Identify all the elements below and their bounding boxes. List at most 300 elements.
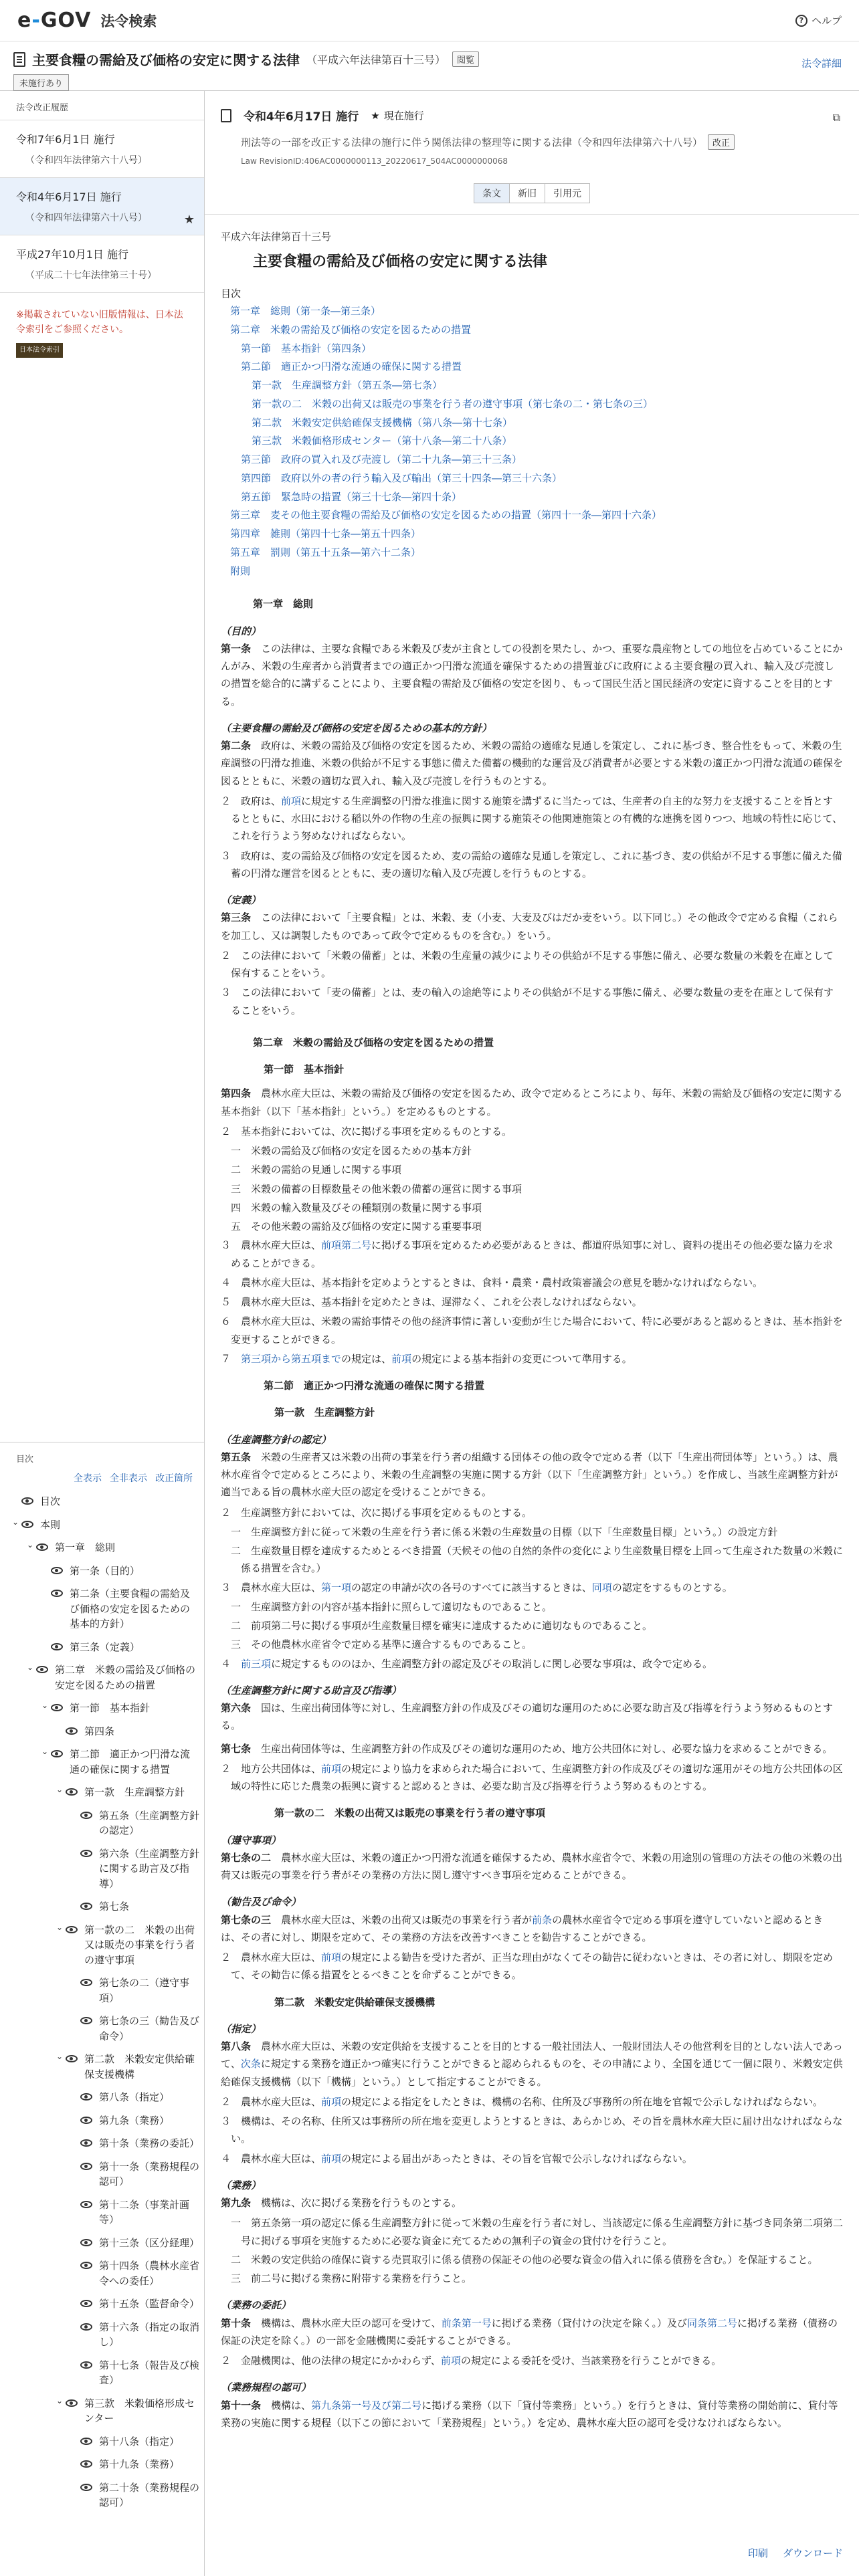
- tab-compare[interactable]: 新旧: [510, 183, 545, 203]
- section-heading: 第二節 適正かつ円滑な流通の確保に関する措置: [264, 1380, 485, 1392]
- star-icon: ★: [371, 109, 380, 122]
- article-caption: （生産調整方針に関する助言及び指導）: [221, 1684, 402, 1697]
- toc-tree-item[interactable]: [0, 1697, 205, 1720]
- help-link[interactable]: [795, 13, 842, 27]
- toc-tree-item[interactable]: [0, 2232, 205, 2255]
- paragraph: [221, 2352, 843, 2369]
- article: [221, 2397, 843, 2432]
- paragraph-text: ３ 農林水産大臣は、: [221, 1239, 322, 1252]
- article-text: この法律は、主要な食糧である米穀及び麦が主食としての役割を果たし、かつ、重要な農産物としての地位を占めていることにかんがみ、米穀の生産者から消費者までの適正かつ円滑な流通を確保するための措置並びに政府による主要食糧の買入れ、輸入及び売渡しの措置を総合的に講ずることにより、主要食糧の需給及び価格の安定を図り、もって国民生活と国民経済の安定に資することを目的とする。: [221, 642, 843, 708]
- toc-tree-label: 第七条の三（勧告及び命令）: [99, 2015, 200, 2042]
- article: [221, 1085, 843, 1120]
- article-caption: （勧告及び命令）: [221, 1896, 302, 1909]
- toc-tree-item[interactable]: [0, 2254, 205, 2292]
- paragraph: [221, 1350, 843, 1368]
- article-caption: （業務の委託）: [221, 2299, 292, 2312]
- toc-tree-item[interactable]: [0, 2354, 205, 2392]
- toc-link[interactable]: 第三章 麦その他主要食糧の需給及び価格の安定を図るための措置（第四十一条―第四十六条）: [230, 509, 662, 522]
- view-mode-tabs: [221, 183, 843, 203]
- body-toc: [221, 302, 843, 580]
- revision-id: Law RevisionID:406AC0000000113_20220617_504AC0000000068: [241, 156, 508, 166]
- toc-tree-label: 第六条（生産調整方針に関する助言及び指導）: [99, 1847, 200, 1890]
- eye-icon[interactable]: [66, 2399, 78, 2407]
- item: 二 米穀の需給の見通しに関する事項: [231, 1164, 402, 1176]
- eye-icon[interactable]: [21, 1521, 33, 1528]
- toc-link[interactable]: 第一款 生産調整方針（第五条―第七条）: [252, 379, 443, 391]
- article-text: 農林水産大臣は、米穀の安定供給を支援することを目的とする一般社団法人、一般財団法人その他営利を目的としない法人であって、: [221, 2040, 843, 2070]
- article-number: 第六条: [221, 1702, 252, 1714]
- tab-articles[interactable]: 条文: [474, 183, 510, 203]
- toc-tree-item[interactable]: [0, 2010, 205, 2048]
- law-body-title: 主要食糧の需給及び価格の安定に関する法律: [253, 253, 548, 271]
- article-number: 第三条: [221, 911, 252, 924]
- item: 五 その他米穀の需給及び価格の安定に関する重要事項: [231, 1220, 482, 1232]
- eye-icon[interactable]: [80, 2323, 92, 2331]
- article: [221, 640, 843, 710]
- toc-tree-item[interactable]: [0, 2453, 205, 2476]
- paragraph: [221, 1760, 843, 1796]
- eye-icon[interactable]: [51, 1567, 63, 1574]
- toc-link[interactable]: 第四章 雑則（第四十七条―第五十四条）: [230, 528, 421, 540]
- jlt-banner[interactable]: 日本法令索引: [16, 343, 63, 358]
- paragraph-text: に規定するもののほか、生産調整方針の認定及びその取消しに関し必要な事項は、政令で定める。: [271, 1657, 713, 1670]
- expand-all-button[interactable]: 全表示: [74, 1473, 102, 1484]
- history-date: 令和7年6月1日 施行: [16, 133, 115, 146]
- eye-icon[interactable]: [51, 1643, 63, 1650]
- toc-tree-item[interactable]: [0, 2392, 205, 2430]
- toc-tree-label: 第八条（指定）: [99, 2091, 170, 2103]
- toc-label: 目次: [16, 1455, 34, 1465]
- toc-tree-item[interactable]: [0, 1513, 205, 1537]
- reference-link[interactable]: 前項: [321, 2152, 342, 2165]
- toc-tree-label: 第三条（定義）: [70, 1640, 140, 1653]
- paragraph-text: の規定による届出があったときは、その旨を官報で公示しなければならない。: [341, 2152, 692, 2165]
- toc-tree-item[interactable]: [0, 1536, 205, 1560]
- toc-tree-label: 第十条（業務の委託）: [99, 2137, 200, 2149]
- chevron-down-icon[interactable]: ⌄: [12, 1517, 19, 1527]
- toc-tree-item[interactable]: [0, 1804, 205, 1842]
- eye-icon[interactable]: [51, 1750, 63, 1757]
- paragraph: ６ 農林水産大臣は、米穀の需給事情その他の経済事情に著しい変動が生じた場合において、特に必要があると認めるときは、基本指針を変更することができる。: [221, 1315, 843, 1346]
- eye-icon[interactable]: [66, 2055, 78, 2062]
- law-number: （平成六年法律第百十三号）: [306, 53, 446, 66]
- paragraph: ２ この法律において「米穀の備蓄」とは、米穀の生産量の減少によりその供給が不足する事態に備え、必要な数量の米穀を在庫として保有することをいう。: [221, 949, 834, 979]
- body-toc-label: 目次: [221, 287, 242, 300]
- eye-icon[interactable]: [80, 2262, 92, 2269]
- article: [221, 1849, 843, 1885]
- history-item-active[interactable]: [0, 178, 204, 235]
- toc-tree-item[interactable]: [0, 1560, 205, 1583]
- collapse-all-button[interactable]: 全非表示: [110, 1473, 147, 1484]
- law-title: 主要食糧の需給及び価格の安定に関する法律: [32, 52, 300, 68]
- eye-icon[interactable]: [80, 1850, 92, 1857]
- article-caption: （業務）: [221, 2179, 262, 2191]
- article-number: 第十条: [221, 2317, 252, 2329]
- item: 四 米穀の輸入数量及びその種類別の数量に関する事項: [231, 1201, 482, 1214]
- law-title-bar: [0, 41, 859, 91]
- article-caption: （業務規程の認可）: [221, 2381, 312, 2394]
- toc-tree-item[interactable]: [0, 2109, 205, 2133]
- toc-tree-label: 第十九条（業務）: [99, 2458, 180, 2470]
- reference-link[interactable]: 第一項: [321, 1581, 352, 1594]
- reference-link[interactable]: 前条: [532, 1913, 553, 1926]
- subsection-heading: 第二款 米穀安定供給確保支援機構: [274, 1996, 436, 2008]
- view-badge: 閲覧: [452, 51, 479, 67]
- toc-link[interactable]: 第五節 緊急時の措置（第三十七条―第四十条）: [241, 490, 462, 503]
- article-text: 農林水産大臣は、米穀の適正かつ円滑な流通を確保するため、農林水産省令で、米穀の用途別の管理の方法その他の米穀の出荷又は販売の事業を行う者がその業務の方法に関し遵守すべき事項を定めることができる。: [221, 1851, 843, 1881]
- article: [221, 1699, 843, 1735]
- article: [221, 2038, 843, 2090]
- toc-tree-label: 第二款 米穀安定供給確保支援機構: [84, 2053, 195, 2080]
- item: 一 第五条第一項の認定に係る生産調整方針に従って米穀の生産を行う者に対し、当該認定に係る生産調整方針に基づき同条第二項第二号に掲げる事項を実施するために必要な資金に充てるための無利子の資金の貸付けを行うこと。: [231, 2217, 844, 2247]
- toc-tree-label: 第一条（目的）: [70, 1564, 140, 1577]
- article-caption: （指定）: [221, 2022, 262, 2035]
- toc-link[interactable]: 附則: [230, 564, 251, 577]
- toc-tree-label: 第十五条（監督命令）: [99, 2298, 200, 2310]
- eye-icon[interactable]: [80, 2201, 92, 2208]
- toc-tree-label: 第十八条（指定）: [99, 2435, 180, 2448]
- toc-tree-label: 第十一条（業務規程の認可）: [99, 2160, 200, 2187]
- toc-tree-label: 第二条（主要食糧の需給及び価格の安定を図るための基本的方針）: [70, 1588, 191, 1630]
- item: 三 前二号に掲げる業務に附帯する業務を行うこと。: [231, 2272, 472, 2284]
- paragraph-text: の規定による指定をしたときは、機構の名称、住所及び事務所の所在地を官報で公示しなければならない。: [341, 2095, 824, 2108]
- eye-icon[interactable]: [80, 1903, 92, 1910]
- article-number: 第八条: [221, 2040, 252, 2052]
- toc-tree-item[interactable]: [0, 2316, 205, 2354]
- toc-tree-label: 第十六条（指定の取消し）: [99, 2321, 200, 2348]
- paragraph-text: ７: [221, 1352, 242, 1365]
- version-title: 令和4年6月17日 施行: [244, 110, 359, 124]
- eye-icon[interactable]: [80, 2017, 92, 2024]
- toc-link[interactable]: 第五章 罰則（第五十五条―第六十二条）: [230, 546, 421, 558]
- item: 三 その他農林水産省令で定める基準に適合するものであること。: [231, 1638, 533, 1651]
- eye-icon[interactable]: [80, 2139, 92, 2147]
- reference-link[interactable]: 前三項: [241, 1657, 272, 1670]
- article-text: 農林水産大臣は、米穀の出荷又は販売の事業を行う者が: [281, 1913, 533, 1926]
- reference-link[interactable]: 第九条第一号及び第二号: [311, 2399, 422, 2411]
- item: 一 米穀の需給及び価格の安定を図るための基本方針: [231, 1145, 472, 1157]
- document-icon: [221, 109, 231, 122]
- eye-icon[interactable]: [80, 2163, 92, 2170]
- toc-tree-item[interactable]: [0, 1743, 205, 1781]
- reference-link[interactable]: 第三項から第五項まで: [241, 1352, 342, 1365]
- toc-tree-label: 目次: [40, 1495, 61, 1507]
- eye-icon[interactable]: [36, 1666, 48, 1673]
- article-text: この法律において「主要食糧」とは、米穀、麦（小麦、大麦及びはだか麦をいう。以下同じ。）その他政令で定める食糧（これらを加工し、又は調製したものであって政令で定めるものを含む。）をいう。: [221, 911, 838, 942]
- chapter-heading: 第二章 米穀の需給及び価格の安定を図るための措置: [253, 1036, 494, 1049]
- article-text: に掲げる業務（以下「貸付等業務」という。）を行うときは、貸付等業務の開始前に、貸付等業務の実施に関する規程（以下この節において「業務規程」という。）を定め、農林水産大臣の認可を受けなければならない。: [221, 2399, 838, 2429]
- toc-link[interactable]: 第三節 政府の買入れ及び売渡し（第二十九条―第三十三条）: [241, 453, 522, 465]
- article-text: 機構は、次に掲げる業務を行うものとする。: [261, 2197, 462, 2209]
- reference-link[interactable]: 同条第二号: [686, 2317, 737, 2329]
- article-text: の農林水産省令で定める事項を遵守していないと認めるときは、その者に対し、期限を定めて、その業務の方法を改善すべきことを勧告することができる。: [221, 1913, 824, 1943]
- article-number: 第十一条: [221, 2399, 262, 2411]
- eye-icon[interactable]: [80, 2460, 92, 2468]
- article-caption: （生産調整方針の認定）: [221, 1433, 332, 1446]
- article-text: 政府は、米穀の需給及び価格の安定を図るため、米穀の需給の適確な見通しを策定し、これに基づき、整合性をもって、米穀の生産調整の円滑な推進、米穀の供給が不足する事態に備えた備蓄の機動的な運営及び消費者が必要とする米穀の適正かつ円滑な流通の確保を図るとともに、米穀の適切な買入れ、輸入及び売渡しを行うものとする。: [221, 740, 844, 787]
- toc-tree-label: 第一款の二 米穀の出荷又は販売の事業を行う者の遵守事項: [84, 1923, 195, 1966]
- toc-tree-item[interactable]: [0, 1720, 205, 1743]
- status-badge: 未施行あり: [13, 74, 69, 91]
- item: 三 米穀の備蓄の目標数量その他米穀の備蓄の運営に関する事項: [231, 1182, 522, 1195]
- history-date: 平成27年10月1日 施行: [16, 248, 128, 261]
- toc-actions: [0, 1469, 205, 1490]
- subsection-heading: 第一款 生産調整方針: [274, 1406, 375, 1419]
- paragraph-text: の規定による基本指針の変更について準用する。: [411, 1352, 632, 1365]
- eye-icon[interactable]: [80, 2239, 92, 2246]
- eye-icon[interactable]: [21, 1497, 33, 1505]
- toc-tree-label: 第四条: [84, 1725, 115, 1737]
- article-caption: （目的）: [221, 625, 262, 637]
- paragraph-text: ３ 農林水産大臣は、: [221, 1581, 322, 1594]
- history-item[interactable]: [0, 120, 204, 178]
- eye-icon[interactable]: [36, 1543, 48, 1551]
- paragraph: [221, 2093, 843, 2111]
- toc-tree-item[interactable]: [0, 1919, 205, 1972]
- toc-tree-item[interactable]: [0, 1582, 205, 1636]
- eye-icon[interactable]: [80, 2117, 92, 2124]
- history-item[interactable]: [0, 235, 204, 293]
- toc-tree-item[interactable]: [0, 2476, 205, 2514]
- reference-link[interactable]: 前条第一号: [441, 2317, 492, 2329]
- item: 一 生産調整方針に従って米穀の生産を行う者に係る米穀の生産数量の目標（以下「生産数量目標」という。）の設定方針: [231, 1525, 778, 1538]
- download-button[interactable]: ダウンロード: [782, 2547, 843, 2559]
- eye-icon[interactable]: [80, 1979, 92, 1986]
- article-caption: （定義）: [221, 894, 262, 906]
- main-content: [205, 91, 859, 2576]
- current-indicator: [371, 108, 423, 122]
- article-number: 第二条: [221, 740, 252, 752]
- chapter-heading: 第一章 総則: [253, 598, 314, 611]
- paragraph-text: ２ 地方公共団体は、: [221, 1762, 322, 1775]
- logo-dash: -: [31, 9, 41, 32]
- article-text: 米穀の生産者又は米穀の出荷の事業を行う者の組織する団体その他の政令で定める者（以下「生産出荷団体等」という。）は、農林水産省令で定めるところにより、米穀の生産調整の実施に関する方針（以下「生産調整方針」という。）を作成し、当該生産調整方針が適当である旨の農林水産大臣の認定を受けることができる。: [221, 1451, 838, 1499]
- paragraph-text: の認定をするものとする。: [611, 1581, 733, 1594]
- help-label: ヘルプ: [811, 15, 842, 27]
- paragraph-text: に掲げる事項を定めるため必要があるときは、都道府県知事に対し、資料の提出その他必要な協力を求めることができる。: [231, 1239, 834, 1269]
- toc-tree-label: 第九条（業務）: [99, 2114, 170, 2127]
- toc-link[interactable]: 第三款 米穀価格形成センター（第十八条―第二十八条）: [252, 435, 512, 447]
- amend-only-button[interactable]: 改正箇所: [155, 1473, 193, 1484]
- toc-tree-label: 第十三条（区分経理）: [99, 2236, 200, 2249]
- toc-tree-item[interactable]: [0, 1971, 205, 2010]
- article-caption: （遵守事項）: [221, 1834, 282, 1846]
- eye-icon[interactable]: [66, 1727, 78, 1735]
- paragraph: [221, 792, 843, 845]
- paragraph-text: ４ 農林水産大臣は、: [221, 2152, 322, 2165]
- article-number: 第一条: [221, 642, 252, 655]
- toc-tree-item[interactable]: [0, 1658, 205, 1697]
- toc-tree-label: 第二十条（業務規程の認可）: [99, 2481, 200, 2508]
- toc-link[interactable]: 第一款の二 米穀の出荷又は販売の事業を行う者の遵守事項（第七条の二・第七条の三）: [252, 397, 654, 410]
- chevron-down-icon[interactable]: ⌄: [27, 1662, 34, 1672]
- toc-panel: [0, 1442, 205, 2514]
- paragraph-text: の規定による勧告を受けた者が、正当な理由がなくてその勧告に従わないときは、その者に対し、期限を定めて、その勧告に係る措置をとるべきことを命ずることができる。: [231, 1951, 834, 1981]
- toc-tree-label: 第七条: [99, 1901, 130, 1913]
- reference-link[interactable]: 前項第二号: [321, 1239, 372, 1252]
- article: [221, 2315, 843, 2350]
- amend-law[interactable]: 刑法等の一部を改正する法律の施行に伴う関係法律の整理等に関する法律（令和四年法律第六十八号）: [241, 136, 703, 148]
- eye-icon[interactable]: [66, 1926, 78, 1933]
- toc-link[interactable]: 第一節 基本指針（第四条）: [241, 342, 372, 354]
- paragraph: ４ 農林水産大臣は、基本指針を定めようとするときは、食料・農業・農村政策審議会の意見を聴かなければならない。: [221, 1276, 763, 1289]
- eye-icon[interactable]: [80, 2300, 92, 2307]
- external-link-icon[interactable]: ⧉: [832, 111, 840, 124]
- toc-tree-item[interactable]: [0, 1781, 205, 1804]
- toc-tree-item[interactable]: [0, 1636, 205, 1659]
- reference-link[interactable]: 前項: [321, 1762, 342, 1775]
- law-detail-link[interactable]: 法令詳細: [801, 58, 842, 70]
- document-icon: [13, 52, 25, 67]
- toc-tree-item[interactable]: [0, 1490, 205, 1513]
- logo-e: e: [17, 9, 32, 32]
- item: 二 米穀の安定供給の確保に資する売買取引に係る債務の保証その他の必要な資金の借入れに係る債務を含む。）を保証すること。: [231, 2253, 818, 2266]
- eye-icon[interactable]: [51, 1590, 63, 1597]
- toc-tree-item[interactable]: [0, 2430, 205, 2454]
- article: [221, 909, 843, 944]
- paragraph-text: ２ 農林水産大臣は、: [221, 2095, 322, 2108]
- article-text: 農林水産大臣は、米穀の需給及び価格の安定を図るため、政令で定めるところにより、毎年、米穀の需給及び価格の安定に関する基本指針（以下「基本指針」という。）を定めるものとする。: [221, 1087, 843, 1117]
- logo-gov: GOV: [40, 9, 92, 32]
- eye-icon[interactable]: [80, 1812, 92, 1819]
- toc-tree-label: 第一款 生産調整方針: [84, 1786, 185, 1798]
- toc-tree-item[interactable]: [0, 1842, 205, 1896]
- article-number: 第七条: [221, 1742, 252, 1755]
- paragraph: [221, 1579, 843, 1596]
- chevron-down-icon[interactable]: ⌄: [56, 1922, 64, 1932]
- history-date: 令和4年6月17日 施行: [16, 191, 122, 203]
- toc-tree-label: 第二節 適正かつ円滑な流通の確保に関する措置: [70, 1748, 191, 1776]
- article-number: 第五条: [221, 1451, 252, 1463]
- toc-tree-label: 本則: [40, 1518, 61, 1531]
- help-icon: ?: [795, 15, 807, 27]
- law-number-line: 平成六年法律第百十三号: [221, 231, 332, 243]
- paragraph: ３ この法律において「麦の備蓄」とは、麦の輸入の途絶等によりその供給が不足する事態に備え、必要な数量の麦を在庫として保有することをいう。: [221, 986, 834, 1016]
- toc-tree-label: 第三款 米穀価格形成センター: [84, 2397, 195, 2424]
- paragraph: ３ 政府は、麦の需給及び価格の安定を図るため、麦の需給の適確な見通しを策定し、これに基づき、麦の供給が不足する事態に備えた備蓄の円滑な運営を図るとともに、麦の適切な輸入及び売渡しを行うものとする。: [221, 849, 842, 879]
- paragraph: ５ 農林水産大臣は、基本指針を定めたときは、遅滞なく、これを公表しなければならない。: [221, 1296, 642, 1308]
- paragraph-text: ２ 政府は、: [221, 794, 282, 807]
- article-text: 生産出荷団体等は、生産調整方針の作成及びその適切な運用のため、地方公共団体に対し、必要な協力を求めることができる。: [261, 1742, 833, 1755]
- current-label: 現在施行: [383, 110, 424, 122]
- history-act: （平成二十七年法律第三十号）: [25, 270, 157, 281]
- paragraph: [221, 1237, 843, 1272]
- paragraph-text: ２ 金融機関は、他の法律の規定にかかわらず、: [221, 2355, 441, 2367]
- eye-icon[interactable]: [66, 1788, 78, 1796]
- article-number: 第九条: [221, 2197, 252, 2209]
- sidebar: [0, 91, 205, 2576]
- chevron-down-icon[interactable]: ⌄: [27, 1540, 34, 1549]
- law-body: [205, 215, 859, 2432]
- article-number: 第七条の三: [221, 1913, 272, 1926]
- toc-link[interactable]: 第二款 米穀安定供給確保支援機構（第八条―第十七条）: [252, 416, 513, 429]
- print-button[interactable]: 印刷: [747, 2547, 768, 2559]
- chevron-down-icon[interactable]: ⌄: [56, 2052, 64, 2061]
- item: 二 生産数量目標を達成するためとるべき措置（天候その他の自然的条件の変化により生産数量目標を上回って生産された数量の米穀に係る措置を含む。）: [231, 1545, 844, 1575]
- toc-tree-item[interactable]: [0, 1895, 205, 1919]
- reference-link[interactable]: 次条: [240, 2058, 261, 2070]
- reference-link[interactable]: 前項: [321, 2095, 342, 2108]
- reference-link[interactable]: 同項: [591, 1581, 612, 1594]
- paragraph-text: ２ 農林水産大臣は、: [221, 1951, 322, 1963]
- toc-tree-label: 第十七条（報告及び検査）: [99, 2359, 200, 2386]
- paragraph: ３ 機構は、その名称、住所又は事務所の所在地を変更しようとするときは、あらかじめ、その旨を農林水産大臣に届け出なければならない。: [221, 2115, 843, 2145]
- paragraph-text: に規定する生産調整の円滑な推進に関する施策を講ずるに当たっては、生産者の自主的な努力を支援することを旨とするとともに、水田における稲以外の作物の生産の振興に関する施策その他関連施策との有機的な連携を図りつつ、地域の特性に応じて、これを行うよう努めなければならない。: [231, 794, 843, 843]
- footer-links: [748, 2546, 843, 2560]
- eye-icon[interactable]: [80, 2438, 92, 2445]
- toc-link[interactable]: 第二節 適正かつ円滑な流通の確保に関する措置: [241, 360, 462, 373]
- item: 二 前項第二号に掲げる事項が生産数量目標を確実に達成するために適切なものであること。: [231, 1620, 653, 1632]
- section-heading: 第一節 基本指針: [264, 1063, 345, 1075]
- article: [221, 1448, 843, 1501]
- chevron-down-icon[interactable]: ⌄: [41, 1701, 49, 1710]
- article-number: 第七条の二: [221, 1851, 272, 1864]
- version-header: [205, 91, 859, 215]
- eye-icon[interactable]: [80, 2093, 92, 2101]
- egov-logo[interactable]: [17, 9, 91, 32]
- article-text: に掲げる業務（貸付けの決定を除く。）及び: [491, 2317, 687, 2329]
- eye-icon[interactable]: [51, 1704, 63, 1711]
- toc-link[interactable]: 第二章 米穀の需給及び価格の安定を図るための措置: [230, 323, 472, 336]
- toc-tree-label: 第二章 米穀の需給及び価格の安定を図るための措置: [55, 1664, 196, 1691]
- item: 一 生産調整方針の内容が基本指針に照らして適切なものであること。: [231, 1600, 553, 1613]
- reference-link[interactable]: 前項: [281, 794, 302, 807]
- article-text: に掲げる業務（債務の保証の決定を除く。）の一部を金融機関に委託することができる。: [221, 2317, 838, 2347]
- reference-link[interactable]: 前項: [440, 2355, 461, 2367]
- toc-tree-label: 第一章 総則: [55, 1541, 116, 1553]
- toc-tree-item[interactable]: [0, 2155, 205, 2193]
- star-icon: ★: [183, 213, 195, 227]
- toc-tree: [0, 1490, 205, 2514]
- tab-citations[interactable]: 引用元: [545, 183, 590, 203]
- chevron-down-icon[interactable]: ⌄: [56, 1785, 64, 1794]
- reference-link[interactable]: 前項: [391, 1352, 412, 1365]
- article: [221, 737, 843, 790]
- paragraph-text: の規定による委託を受け、当該業務を行うことができる。: [460, 2355, 722, 2367]
- history-act: （令和四年法律第六十八号）: [25, 213, 147, 223]
- toc-tree-item[interactable]: [0, 2048, 205, 2086]
- eye-icon[interactable]: [80, 2361, 92, 2369]
- toc-link[interactable]: 第四節 政府以外の者の行う輸入及び輸出（第三十四条―第三十六条）: [241, 471, 563, 484]
- paragraph: ２ 生産調整方針においては、次に掲げる事項を定めるものとする。: [221, 1506, 533, 1519]
- article-text: 機構は、: [271, 2399, 312, 2411]
- paragraph-text: ４: [221, 1657, 242, 1670]
- toc-tree-item[interactable]: [0, 2132, 205, 2155]
- article-text: 機構は、農林水産大臣の認可を受けて、: [261, 2317, 442, 2329]
- history-act: （令和四年法律第六十八号）: [25, 155, 147, 166]
- toc-tree-label: 第七条の二（遵守事項）: [99, 1977, 190, 2004]
- chevron-down-icon[interactable]: ⌄: [41, 1747, 49, 1756]
- toc-tree-item[interactable]: [0, 2193, 205, 2232]
- paragraph-text: の規定により協力を求められた場合において、生産調整方針の作成及びその適切な運用がその地方公共団体の区域の特性に応じた農業の振興に資すると認めるときは、必要な助言及び指導を行うよう努めるものとする。: [231, 1762, 843, 1792]
- history-header: 法令改正履歴: [0, 91, 204, 120]
- top-bar: [0, 0, 859, 41]
- chevron-down-icon[interactable]: ⌄: [56, 2395, 64, 2405]
- article-caption: （主要食糧の需給及び価格の安定を図るための基本的方針）: [221, 722, 492, 734]
- product-name: 法令検索: [100, 13, 157, 29]
- paragraph: [221, 1655, 843, 1673]
- toc-tree-item[interactable]: [0, 2086, 205, 2109]
- article: [221, 1911, 843, 1947]
- reference-link[interactable]: 前項: [321, 1951, 342, 1963]
- eye-icon[interactable]: [80, 2484, 92, 2491]
- paragraph: [221, 2150, 843, 2167]
- toc-tree-label: 第一節 基本指針: [70, 1702, 151, 1714]
- toc-link[interactable]: 第一章 総則（第一条―第三条）: [230, 305, 381, 317]
- toc-tree-item[interactable]: [0, 2292, 205, 2316]
- paragraph: [221, 1949, 843, 1984]
- article-text: 国は、生産出荷団体等に対し、生産調整方針の作成及びその適切な運用のために必要な助言及び指導を行うよう努めるものとする。: [221, 1702, 834, 1732]
